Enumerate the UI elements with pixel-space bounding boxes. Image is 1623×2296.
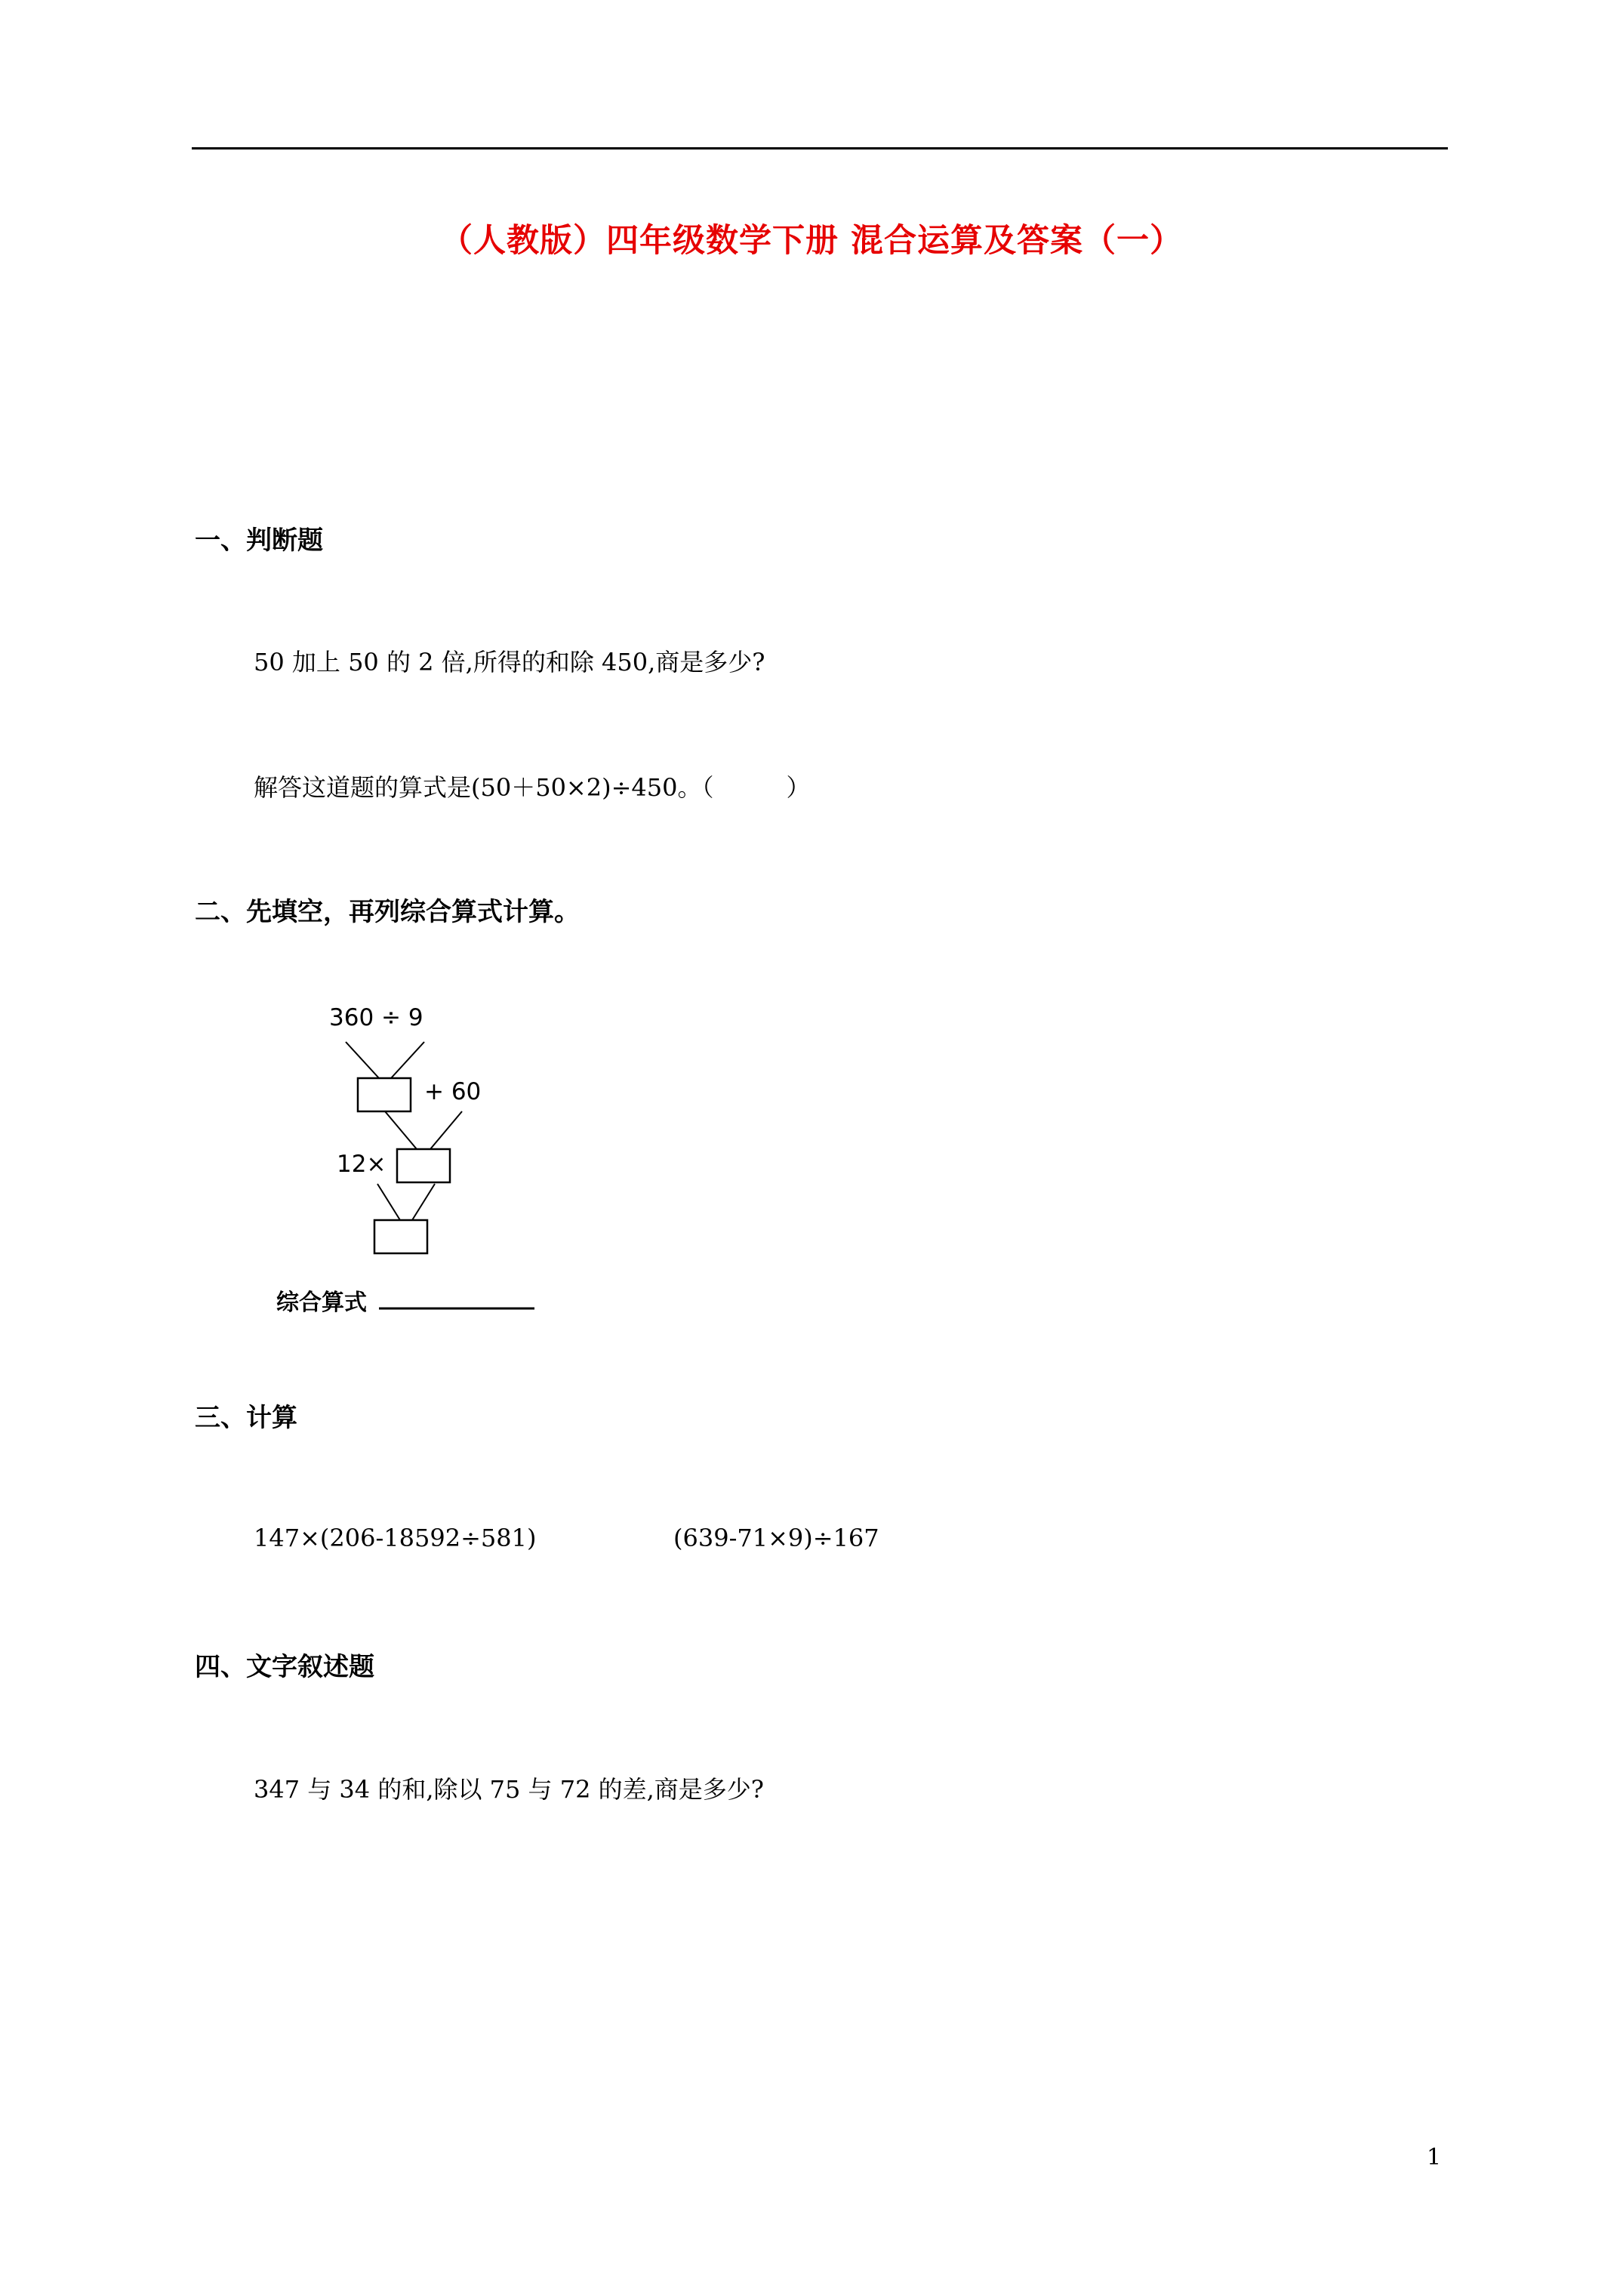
section-heading-word-problem: 四、文字叙述题 [195,1652,374,1682]
tree-lines [249,989,566,1329]
tree-top-expression: 360 ÷ 9 [329,1004,423,1031]
answer-box-3 [374,1220,427,1253]
judgment-question: 50 加上 50 的 2 倍,所得的和除 450,商是多少? [254,648,765,676]
answer-box-2 [397,1149,450,1182]
calculation-expression-2: (639-71×9)÷167 [673,1524,879,1552]
page-title: （人教版）四年级数学下册 混合运算及答案（一） [440,222,1183,260]
tree-add-term: + 60 [424,1078,482,1105]
section-heading-calculation: 三、计算 [195,1403,297,1433]
judgment-statement: 解答这道题的算式是(50＋50×2)÷450。（ ） [254,773,811,802]
page-number: 1 [1427,2144,1442,2171]
computation-tree-diagram [249,989,566,1329]
combined-formula-label: 综合算式 [276,1290,367,1316]
tree-multiply-term: 12× [337,1151,387,1178]
answer-box-1 [358,1078,411,1111]
calculation-expression-1: 147×(206-18592÷581) [254,1524,537,1552]
section-heading-judgment: 一、判断题 [195,525,323,556]
word-problem-question: 347 与 34 的和,除以 75 与 72 的差,商是多少? [254,1775,764,1804]
header-rule [192,147,1448,149]
section-heading-fill-blank: 二、先填空，再列综合算式计算。 [195,897,580,927]
